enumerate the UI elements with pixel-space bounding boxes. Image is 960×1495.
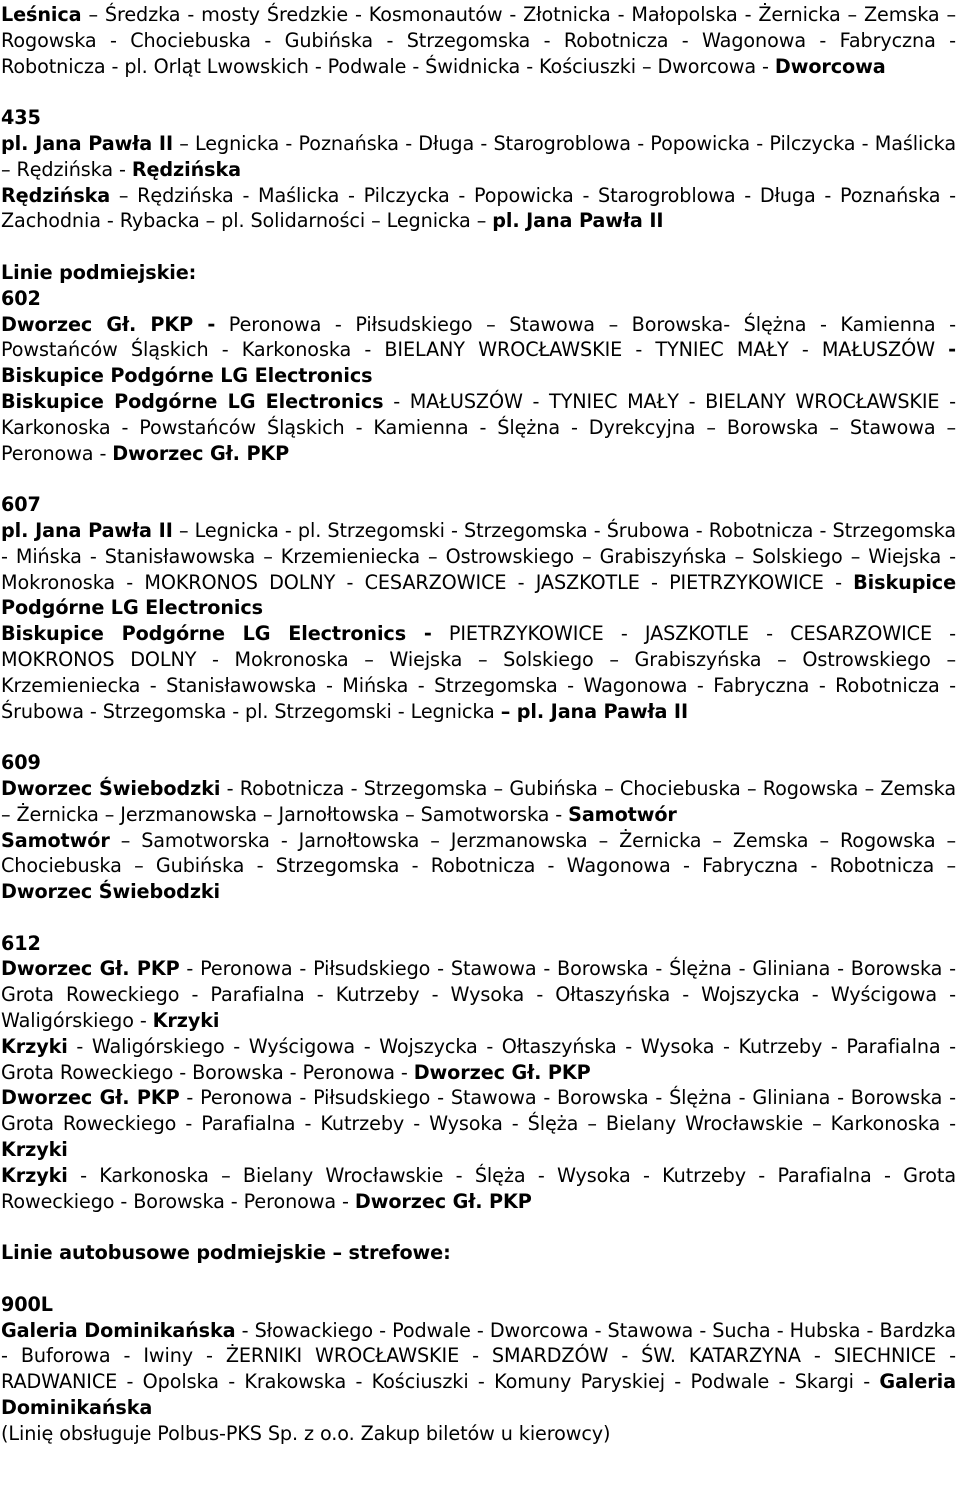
route-paragraph [1,1318,956,1421]
route-paragraph [1,131,956,183]
route-stops: (Linię obsługuje Polbus-PKS Sp. z o.o. Zakup biletów u kierowcy) [1,1421,611,1445]
blank-line [1,466,956,492]
route-stops: - Słowackiego - Podwale - Dworcowa - Stawowa - Sucha - Hubska - Bardzka - Buforowa - Iwiny - ŻERNIKI WROCŁAWSKIE - SMARDZÓW - ŚW. KATARZYNA - SIECHNICE - RADWANICE - Opolska - Krakowska - Kościuszki - Komuny Paryskiej - Podwale - Skargi - [1,1318,956,1394]
terminus-stop: Dworzec Gł. PKP [354,1189,532,1213]
line-heading: Linie autobusowe podmiejskie – strefowe: [1,1241,451,1265]
route-paragraph [1,1421,956,1447]
terminus-stop: Biskupice Podgórne LG Electronics [1,389,384,413]
terminus-stop: Dworzec Świebodzki [1,776,221,800]
blank-line [1,79,956,105]
route-stops: - Peronowa - Piłsudskiego - Stawowa - Borowska - Ślężna - Gliniana - Borowska - Grota Roweckiego - Parafialna - Kutrzeby - Wysoka - Ołtaszyńska - Wojszycka - Wyścigowa - Waligórskiego - [1,957,956,1033]
route-stops: - Waligórskiego - Wyścigowa - Wojszycka - Ołtaszyńska - Wysoka - Kutrzeby - Parafialna - Grota Roweckiego - Borowska - Peronowa - [1,1034,956,1084]
line-heading: 607 [1,493,41,517]
blank-line [1,234,956,260]
line-heading: Linie podmiejskie: [1,260,197,284]
terminus-stop: Dworzec Gł. PKP [1,1086,180,1110]
line-heading: 612 [1,931,41,955]
blank-line [1,905,956,931]
terminus-stop: Rędzińska [131,157,241,181]
route-paragraph [1,1163,956,1215]
blank-line [1,1214,956,1240]
route-stops: PIETRZYKOWICE - JASZKOTLE - CESARZOWICE - MOKRONOS DOLNY - Mokronoska – Wiejska – Solskiego – Grabiszyńska – Ostrowskiego – Krzemieniecka - Stanisławowska - Mińska - Strzegomska - Wagonowa - Fabryczna - Robotnicza - Śrubowa - Strzegomska - pl. Strzegomski - Legnicka [1,622,957,723]
route-stops: - Karkonoska – Bielany Wrocławskie - Ślęża - Wysoka - Kutrzeby - Parafialna - Grota Roweckiego - Borowska - Peronowa - [1,1163,956,1213]
terminus-stop: pl. Jana Pawła II [492,209,664,233]
route-paragraph [1,389,956,466]
terminus-stop: Galeria Dominikańska [1,1370,956,1420]
terminus-stop: Samotwór [1,828,110,852]
route-paragraph [1,828,956,905]
terminus-stop: Biskupice Podgórne LG Electronics - [1,622,432,646]
terminus-stop: Dworzec Gł. PKP [413,1060,591,1084]
route-paragraph [1,776,956,828]
line-heading: 602 [1,286,41,310]
route-stops: – Rędzińska - Maślicka - Pilczycka - Popowicka - Starogroblowa - Długa - Poznańska - Zachodnia - Rybacka – pl. Solidarności – Legnicka – [1,183,956,233]
route-stops: - Robotnicza - Strzegomska – Gubińska – Chociebuska – Rogowska – Zemska – Żernicka – Jerzmanowska – Jarnołtowska – Samotworska - [1,776,956,826]
route-paragraph [1,518,956,621]
terminus-stop: Dworzec Gł. PKP - [1,312,216,336]
line-heading: 900L [1,1292,53,1316]
terminus-stop: Krzyki [152,1009,220,1033]
terminus-stop: pl. Jana Pawła II [1,131,174,155]
route-stops: – Samotworska - Jarnołtowska – Jerzmanowska – Żernicka – Zemska – Rogowska – Chociebuska – Gubińska - Strzegomska - Robotnicza - Wagonowa - Fabryczna - Robotnicza – [1,828,956,878]
route-paragraph [1,2,956,79]
route-stops: – Średzka - mosty Średzkie - Kosmonautów - Złotnicka - Małopolska - Żernicka – Zemska – Rogowska - Chociebuska - Gubińska - Strzegomska - Robotnicza - Wagonowa - Fabryczna - Robotnicza - pl. Orląt Lwowskich - Podwale - Świdnicka - Kościuszki – Dworcowa - [1,3,956,78]
route-stops: - Peronowa - Piłsudskiego - Stawowa - Borowska - Ślężna - Gliniana - Borowska - Grota Roweckiego - Parafialna - Kutrzeby - Wysoka - Ślęża – Bielany Wrocławskie – Karkonoska - [1,1086,956,1136]
terminus-stop: Biskupice Podgórne LG Electronics [1,570,956,620]
terminus-stop: Dworzec Gł. PKP [1,957,180,981]
route-paragraph [1,956,956,1033]
blank-line [1,724,956,750]
route-stops: Peronowa - Piłsudskiego – Stawowa – Borowska- Ślężna - Kamienna - Powstańców Śląskich - Karkonoska - BIELANY WROCŁAWSKIE - TYNIEC MAŁY - MAŁUSZÓW [1,312,956,362]
terminus-stop: Dworcowa [774,54,886,78]
terminus-stop: pl. Jana Pawła II [1,518,173,542]
terminus-stop: - Biskupice Podgórne LG Electronics [1,338,956,388]
terminus-stop: Leśnica [1,3,82,26]
blank-line [1,1266,956,1292]
line-heading: 609 [1,751,41,775]
route-paragraph [1,183,956,235]
route-stops: - MAŁUSZÓW - TYNIEC MAŁY - BIELANY WROCŁAWSKIE - Karkonoska - Powstańców Śląskich - Kamienna - Ślężna - Dyrekcyjna – Borowska – Stawowa – Peronowa - [1,389,956,465]
terminus-stop: Krzyki [1,1034,68,1058]
terminus-stop: Dworzec Świebodzki [1,880,221,904]
terminus-stop: Samotwór [568,802,677,826]
terminus-stop: Galeria Dominikańska [1,1318,236,1342]
route-stops: – Legnicka - Poznańska - Długa - Starogroblowa - Popowicka - Pilczycka - Maślicka – Rędzińska - [1,131,956,181]
route-stops: – Legnicka - pl. Strzegomski - Strzegomska - Śrubowa - Robotnicza - Strzegomska - Mińska - Stanisławowska – Krzemieniecka – Ostrowskiego – Grabiszyńska – Solskiego – Wiejska - Mokronoska - MOKRONOS DOLNY - CESARZOWICE - JASZKOTLE - PIETRZYKOWICE - [1,518,957,594]
route-paragraph [1,1034,956,1086]
route-paragraph [1,312,956,389]
route-paragraph [1,621,956,724]
route-paragraph [1,1085,956,1162]
terminus-stop: Rędzińska [1,183,111,207]
terminus-stop: Krzyki [1,1138,68,1162]
terminus-stop: Krzyki [1,1163,68,1187]
terminus-stop: – pl. Jana Pawła II [500,699,688,723]
terminus-stop: Dworzec Gł. PKP [112,441,290,465]
line-heading: 435 [1,106,41,130]
